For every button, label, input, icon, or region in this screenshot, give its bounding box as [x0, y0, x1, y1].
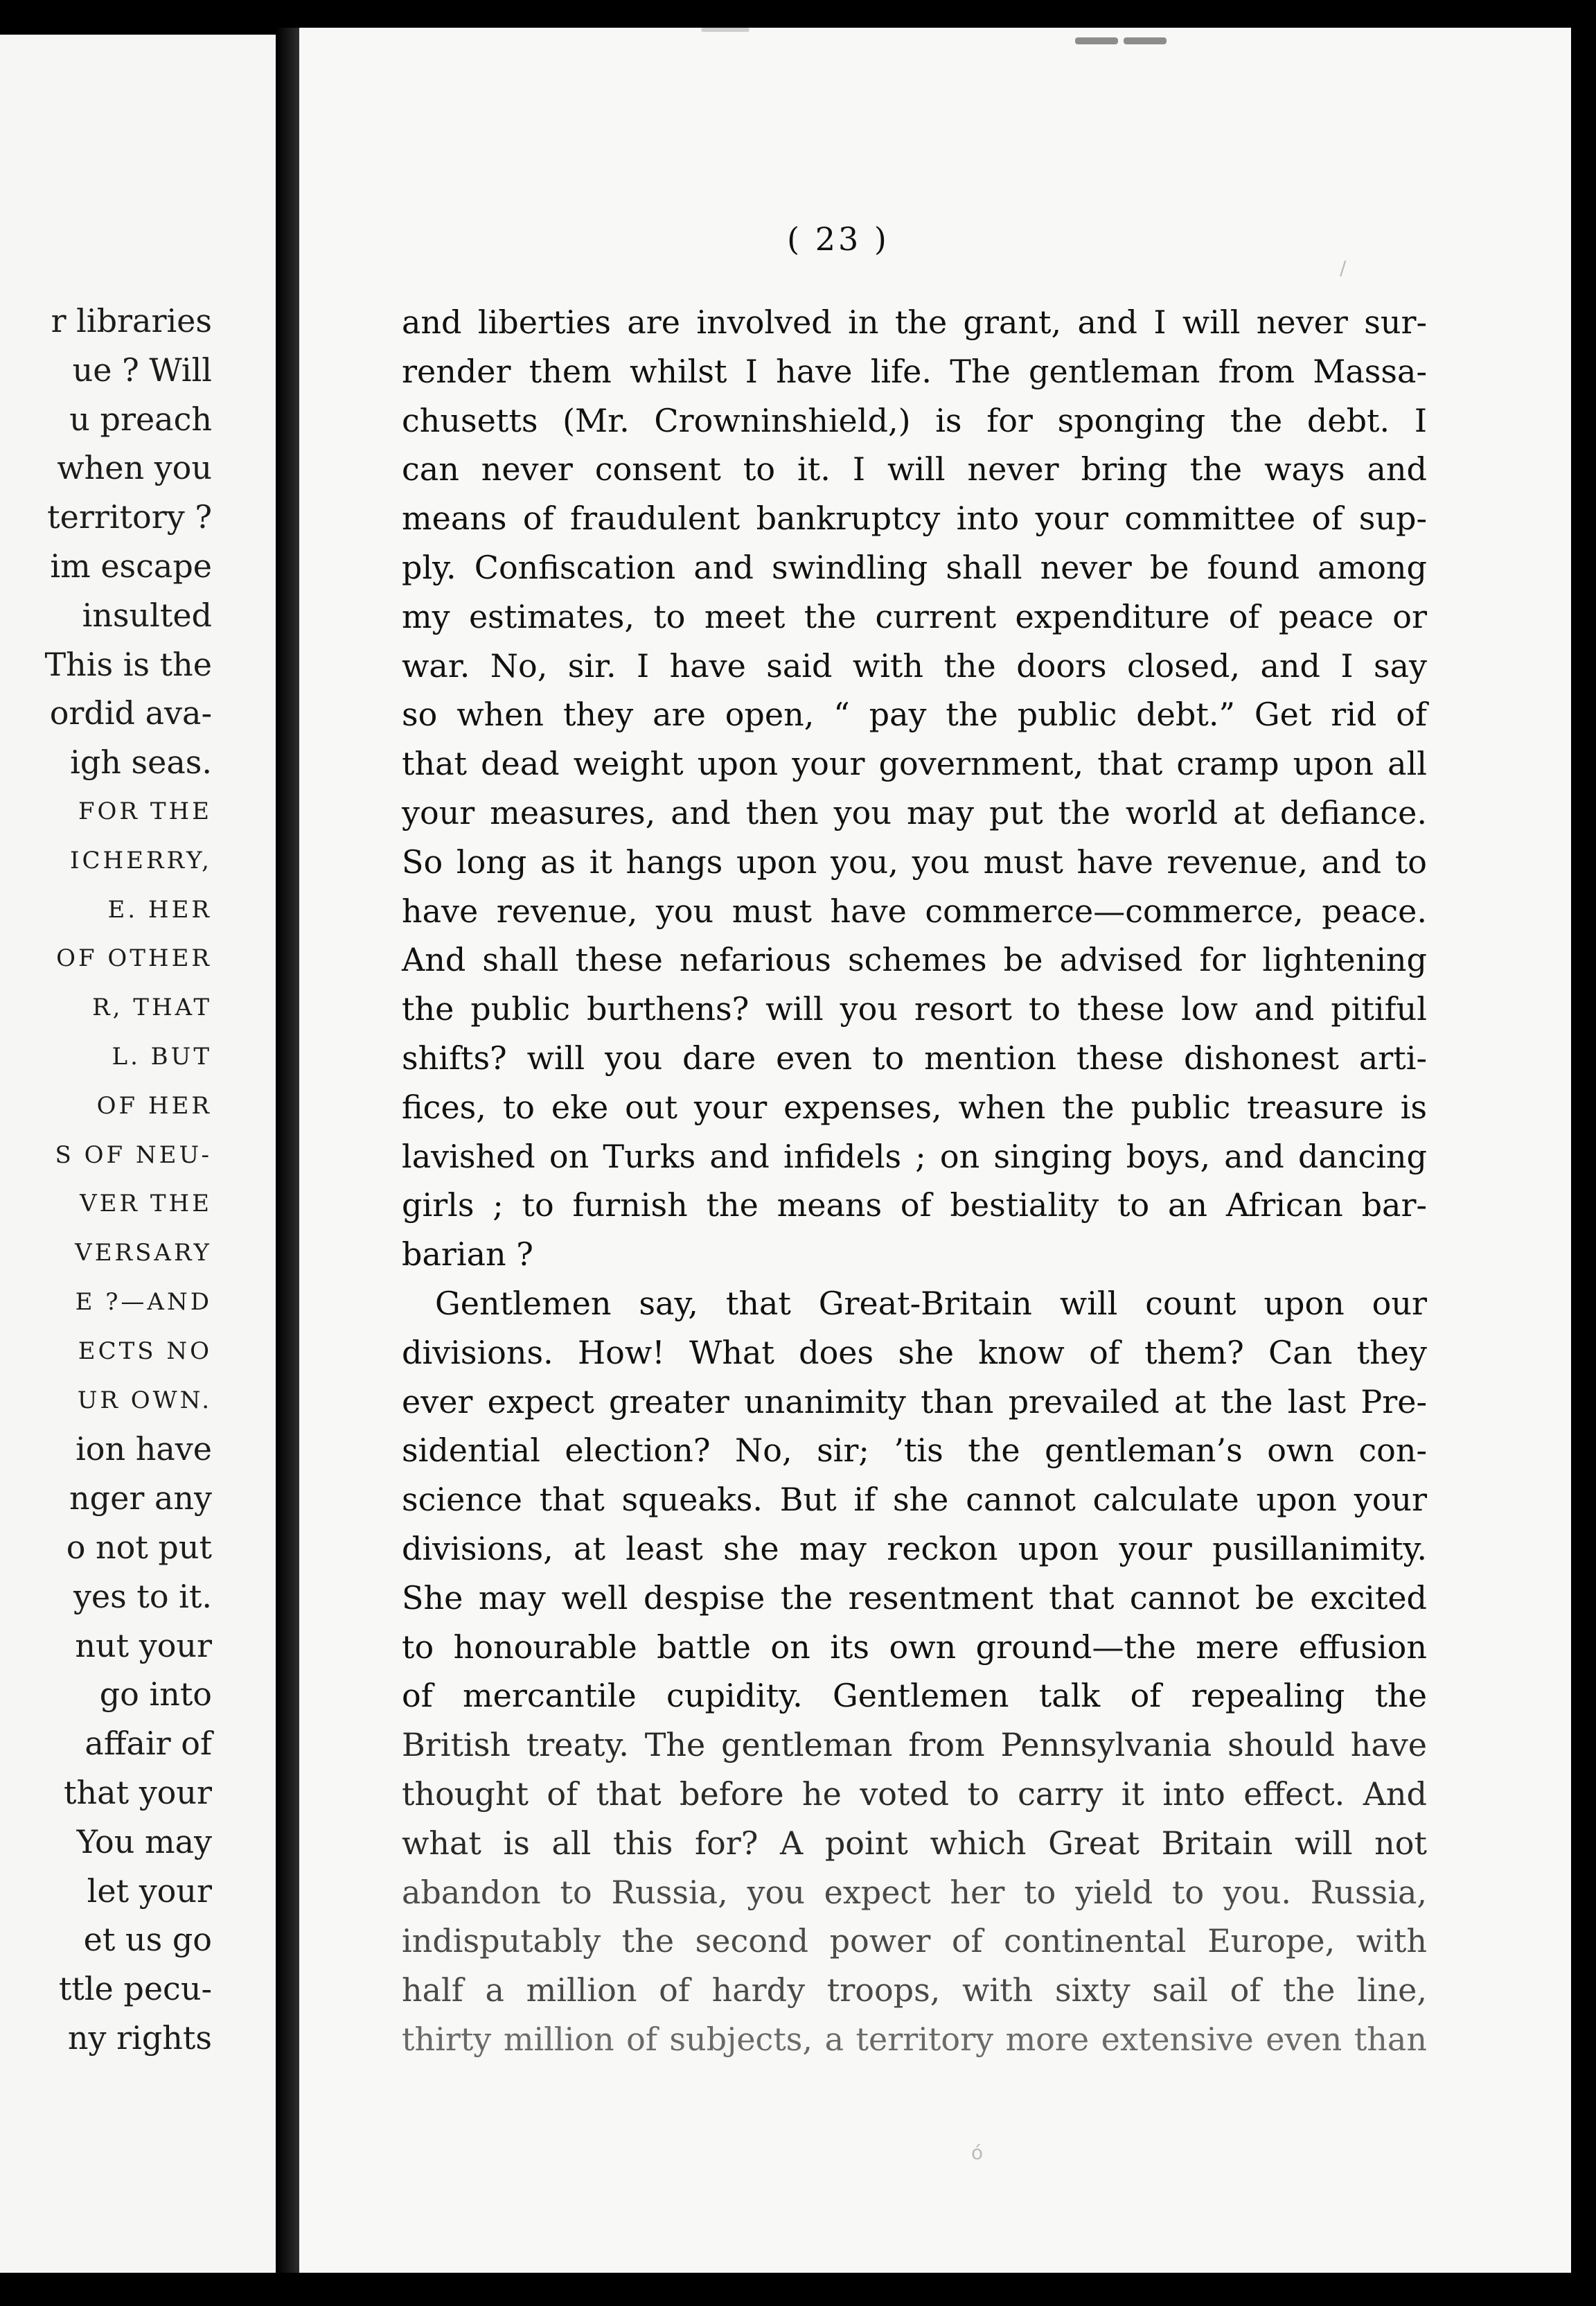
left-line: territory ? — [47, 498, 212, 536]
left-line: et us go — [83, 1921, 212, 1959]
text-line: means of fraudulent bankruptcy into your committee of sup- — [402, 500, 1427, 538]
text-line: war. No, sir. I have said with the doors closed, and I say — [402, 646, 1427, 685]
text-line: Gentlemen say, that Great-Britain will count upon our — [435, 1284, 1427, 1322]
text-line: And shall these nefarious schemes be advised for lightening — [402, 941, 1427, 979]
text-line: thought of that before he voted to carry it into effect. And — [402, 1775, 1427, 1813]
text-line: girls ; to furnish the means of bestiality to an African bar- — [402, 1186, 1427, 1224]
left-line: L. BUT — [112, 1042, 212, 1071]
text-line: ply. Confiscation and swindling shall never be found among — [402, 548, 1427, 586]
left-line: u preach — [69, 400, 212, 438]
left-line: nger any — [69, 1479, 212, 1517]
left-line: VER THE — [80, 1190, 212, 1218]
left-line: let your — [87, 1872, 212, 1910]
left-line: ordid ava- — [49, 694, 212, 732]
text-line: to honourable battle on its own ground—the mere effusion — [402, 1628, 1427, 1666]
text-line: the public burthens? will you resort to these low and pitiful — [402, 990, 1427, 1028]
left-line: yes to it. — [73, 1577, 212, 1615]
left-line: im escape — [50, 547, 212, 585]
text-line: half a million of hardy troops, with sixty sail of the line, — [402, 1971, 1427, 2009]
left-line: E ?—AND — [75, 1287, 212, 1316]
text-line: and liberties are involved in the grant, and I will never sur- — [402, 303, 1427, 341]
page-edge-mark — [1124, 37, 1167, 44]
left-line: when you — [57, 449, 212, 487]
text-line: have revenue, you must have commerce—commerce, peace. — [402, 892, 1427, 930]
left-line: ue ? Will — [72, 351, 212, 389]
left-line: OF OTHER — [56, 944, 212, 973]
right-page — [299, 28, 1571, 2273]
text-line: render them whilst I have life. The gentleman from Massa- — [402, 352, 1427, 390]
body-text — [402, 298, 1427, 2064]
text-line: chusetts (Mr. Crowninshield,) is for sponging the debt. I — [402, 401, 1427, 439]
page-edge-mark — [701, 28, 750, 32]
left-line: go into — [99, 1675, 212, 1714]
left-line: ECTS NO — [78, 1337, 212, 1365]
left-line: o not put — [66, 1528, 212, 1566]
text-line: of mercantile cupidity. Gentlemen talk of repealing the — [402, 1677, 1427, 1715]
text-line: indisputably the second power of continental Europe, with — [402, 1922, 1427, 1960]
page-edge-mark — [1075, 37, 1118, 44]
text-line: your measures, and then you may put the world at defiance. — [402, 793, 1427, 831]
left-line: affair of — [85, 1725, 212, 1763]
text-line: divisions. How! What does she know of them? Can they — [402, 1333, 1427, 1371]
left-line: R, THAT — [92, 994, 212, 1022]
text-line: can never consent to it. I will never bring the ways and — [402, 450, 1427, 489]
left-line: You may — [76, 1822, 212, 1860]
text-line: So long as it hangs upon you, you must have revenue, and to — [402, 843, 1427, 881]
left-page-text — [44, 297, 212, 2063]
left-line: This is the — [44, 645, 212, 683]
left-line: nut your — [75, 1626, 212, 1664]
text-line: so when they are open, “ pay the public debt.” Get rid of — [402, 696, 1427, 734]
left-line: E. HER — [107, 895, 212, 924]
left-line: ttle pecu- — [58, 1970, 212, 2008]
text-line: abandon to Russia, you expect her to yield to you. Russia, — [402, 1873, 1427, 1911]
text-line: science that squeaks. But if she cannot calculate upon your — [402, 1481, 1427, 1519]
text-line: British treaty. The gentleman from Pennsylvania should have — [402, 1726, 1427, 1764]
left-line: ny rights — [67, 2018, 212, 2057]
left-line: that your — [64, 1773, 212, 1811]
text-line: fices, to eke out your expenses, when the public treasure is — [402, 1088, 1427, 1126]
left-page — [0, 35, 276, 2273]
left-line: insulted — [82, 596, 212, 634]
text-line: what is all this for? A point which Great Britain will not — [402, 1824, 1427, 1862]
left-line: S OF NEU- — [55, 1141, 212, 1169]
text-line: She may well despise the resentment that cannot be excited — [402, 1578, 1427, 1617]
text-line: sidential election? No, sir; ’tis the gentleman’s own con- — [402, 1432, 1427, 1470]
page-number: ( 23 ) — [787, 220, 889, 258]
text-line: thirty million of subjects, a territory more extensive even than — [402, 2020, 1427, 2058]
text-line: my estimates, to meet the current expenditure of peace or — [402, 597, 1427, 635]
left-line: r libraries — [51, 302, 212, 340]
left-line: igh seas. — [70, 743, 212, 782]
text-line: lavished on Turks and infidels ; on singing boys, and dancing — [402, 1137, 1427, 1175]
left-line: ion have — [76, 1430, 212, 1468]
left-line: ICHERRY, — [70, 846, 212, 874]
text-line: divisions, at least she may reckon upon your pusillanimity. — [402, 1529, 1427, 1567]
left-line: OF HER — [96, 1091, 212, 1120]
book-gutter — [276, 28, 299, 2273]
left-line: UR OWN. — [77, 1386, 212, 1414]
text-line: that dead weight upon your government, that cramp upon all — [402, 745, 1427, 783]
left-line: VERSARY — [75, 1239, 212, 1267]
text-line: barian ? — [402, 1235, 533, 1274]
text-line: shifts? will you dare even to mention these dishonest arti- — [402, 1039, 1427, 1077]
text-line: ever expect greater unanimity than prevailed at the last Pre- — [402, 1382, 1427, 1420]
pencil-mark: ó — [971, 2141, 984, 2164]
pencil-mark: / — [1340, 256, 1347, 279]
left-line: FOR THE — [78, 797, 212, 825]
